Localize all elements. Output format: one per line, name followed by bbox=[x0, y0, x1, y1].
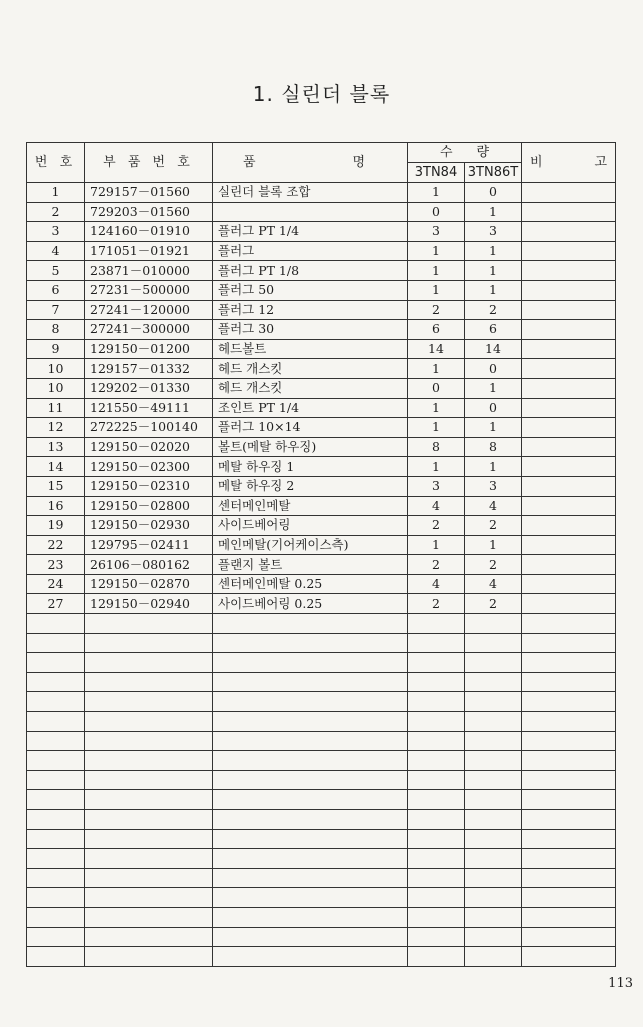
cell-remarks-empty bbox=[522, 751, 616, 771]
cell-qty-3tn86t: 2 bbox=[465, 594, 522, 614]
cell-remarks bbox=[522, 202, 616, 222]
cell-qty-3tn84: 1 bbox=[408, 418, 465, 438]
table-row bbox=[27, 222, 616, 242]
cell-remarks bbox=[522, 574, 616, 594]
cell-part-number: 129157－01332 bbox=[85, 359, 213, 379]
cell-qty-3tn84-empty bbox=[408, 712, 465, 732]
cell-qty-3tn84: 2 bbox=[408, 594, 465, 614]
cell-part-number-empty bbox=[85, 829, 213, 849]
cell-part-name: 볼트(메탈 하우징) bbox=[213, 437, 408, 457]
cell-number-empty bbox=[27, 790, 85, 810]
cell-qty-3tn86t: 0 bbox=[465, 359, 522, 379]
cell-qty-3tn86t-empty bbox=[465, 888, 522, 908]
cell-remarks bbox=[522, 398, 616, 418]
cell-qty-3tn86t: 0 bbox=[465, 183, 522, 203]
cell-remarks bbox=[522, 378, 616, 398]
cell-qty-3tn86t: 2 bbox=[465, 516, 522, 536]
cell-qty-3tn84: 2 bbox=[408, 300, 465, 320]
cell-part-name-empty bbox=[213, 712, 408, 732]
cell-part-number-empty bbox=[85, 868, 213, 888]
header-quantity-b: 량 bbox=[476, 144, 489, 160]
cell-qty-3tn84: 0 bbox=[408, 378, 465, 398]
cell-part-name-empty bbox=[213, 672, 408, 692]
empty-row bbox=[27, 692, 616, 712]
cell-part-number: 129150－02310 bbox=[85, 476, 213, 496]
header-quantity-a: 수 bbox=[440, 144, 453, 160]
cell-part-number-empty bbox=[85, 672, 213, 692]
cell-qty-3tn84: 0 bbox=[408, 202, 465, 222]
cell-number: 16 bbox=[27, 496, 85, 516]
cell-remarks-empty bbox=[522, 888, 616, 908]
cell-part-name-empty bbox=[213, 653, 408, 673]
cell-qty-3tn86t: 2 bbox=[465, 555, 522, 575]
cell-qty-3tn84-empty bbox=[408, 927, 465, 947]
cell-qty-3tn86t-empty bbox=[465, 810, 522, 830]
cell-part-name-empty bbox=[213, 888, 408, 908]
cell-number: 3 bbox=[27, 222, 85, 242]
table-row bbox=[27, 574, 616, 594]
cell-remarks bbox=[522, 339, 616, 359]
cell-qty-3tn86t: 1 bbox=[465, 280, 522, 300]
cell-part-number-empty bbox=[85, 790, 213, 810]
cell-number: 9 bbox=[27, 339, 85, 359]
cell-qty-3tn86t: 4 bbox=[465, 574, 522, 594]
empty-row bbox=[27, 633, 616, 653]
cell-number: 8 bbox=[27, 320, 85, 340]
cell-number: 12 bbox=[27, 418, 85, 438]
table-row bbox=[27, 398, 616, 418]
cell-number-empty bbox=[27, 770, 85, 790]
empty-row bbox=[27, 614, 616, 634]
cell-number-empty bbox=[27, 614, 85, 634]
cell-qty-3tn86t-empty bbox=[465, 868, 522, 888]
cell-qty-3tn86t-empty bbox=[465, 692, 522, 712]
cell-remarks-empty bbox=[522, 810, 616, 830]
cell-remarks bbox=[522, 300, 616, 320]
empty-row bbox=[27, 947, 616, 967]
cell-part-name-empty bbox=[213, 731, 408, 751]
cell-qty-3tn86t-empty bbox=[465, 927, 522, 947]
cell-number: 14 bbox=[27, 457, 85, 477]
cell-part-number: 129795－02411 bbox=[85, 535, 213, 555]
cell-part-name: 센터메인메탈 0.25 bbox=[213, 574, 408, 594]
cell-qty-3tn86t-empty bbox=[465, 731, 522, 751]
cell-part-name: 플러그 30 bbox=[213, 320, 408, 340]
cell-part-number: 129150－02930 bbox=[85, 516, 213, 536]
header-model-3tn86t: 3TN86T bbox=[465, 163, 522, 183]
cell-part-number: 124160－01910 bbox=[85, 222, 213, 242]
cell-part-name: 메탈 하우징 1 bbox=[213, 457, 408, 477]
cell-part-number-empty bbox=[85, 907, 213, 927]
page-title: 1. 실린더 블록 bbox=[252, 82, 391, 106]
cell-qty-3tn84: 1 bbox=[408, 457, 465, 477]
cell-part-name-empty bbox=[213, 849, 408, 869]
cell-number-empty bbox=[27, 888, 85, 908]
table-row bbox=[27, 320, 616, 340]
table-row bbox=[27, 535, 616, 555]
cell-part-name: 헤드볼트 bbox=[213, 339, 408, 359]
table-row bbox=[27, 280, 616, 300]
cell-remarks bbox=[522, 222, 616, 242]
cell-remarks bbox=[522, 359, 616, 379]
cell-qty-3tn84: 1 bbox=[408, 280, 465, 300]
cell-qty-3tn86t-empty bbox=[465, 907, 522, 927]
cell-part-number: 129202－01330 bbox=[85, 378, 213, 398]
empty-row bbox=[27, 829, 616, 849]
cell-part-number: 27231－500000 bbox=[85, 280, 213, 300]
parts-table-body bbox=[27, 183, 616, 967]
cell-number: 22 bbox=[27, 535, 85, 555]
cell-number-empty bbox=[27, 692, 85, 712]
cell-qty-3tn84: 1 bbox=[408, 359, 465, 379]
cell-number: 27 bbox=[27, 594, 85, 614]
cell-qty-3tn84: 1 bbox=[408, 535, 465, 555]
cell-qty-3tn84-empty bbox=[408, 868, 465, 888]
cell-part-name: 센터메인메탈 bbox=[213, 496, 408, 516]
cell-part-number-empty bbox=[85, 633, 213, 653]
cell-part-name: 실린더 블록 조합 bbox=[213, 183, 408, 203]
empty-row bbox=[27, 712, 616, 732]
cell-qty-3tn84-empty bbox=[408, 614, 465, 634]
cell-number: 13 bbox=[27, 437, 85, 457]
cell-part-number: 23871－010000 bbox=[85, 261, 213, 281]
table-row bbox=[27, 437, 616, 457]
cell-part-name-empty bbox=[213, 868, 408, 888]
cell-number: 10 bbox=[27, 359, 85, 379]
cell-number: 24 bbox=[27, 574, 85, 594]
cell-qty-3tn86t: 3 bbox=[465, 222, 522, 242]
cell-remarks-empty bbox=[522, 633, 616, 653]
cell-qty-3tn84-empty bbox=[408, 692, 465, 712]
cell-number-empty bbox=[27, 672, 85, 692]
cell-qty-3tn86t: 1 bbox=[465, 261, 522, 281]
cell-qty-3tn84-empty bbox=[408, 829, 465, 849]
cell-remarks bbox=[522, 280, 616, 300]
cell-number-empty bbox=[27, 947, 85, 967]
cell-part-name-empty bbox=[213, 770, 408, 790]
cell-qty-3tn84-empty bbox=[408, 888, 465, 908]
cell-part-name: 플랜지 볼트 bbox=[213, 555, 408, 575]
cell-qty-3tn86t: 6 bbox=[465, 320, 522, 340]
cell-remarks-empty bbox=[522, 672, 616, 692]
cell-qty-3tn84-empty bbox=[408, 790, 465, 810]
cell-remarks bbox=[522, 241, 616, 261]
cell-part-name-empty bbox=[213, 692, 408, 712]
table-row bbox=[27, 594, 616, 614]
cell-qty-3tn86t: 1 bbox=[465, 241, 522, 261]
table-row bbox=[27, 476, 616, 496]
table-row bbox=[27, 339, 616, 359]
cell-qty-3tn84: 6 bbox=[408, 320, 465, 340]
cell-qty-3tn86t-empty bbox=[465, 614, 522, 634]
cell-qty-3tn84-empty bbox=[408, 672, 465, 692]
cell-part-number-empty bbox=[85, 849, 213, 869]
cell-part-number-empty bbox=[85, 770, 213, 790]
cell-part-name: 플러그 PT 1/4 bbox=[213, 222, 408, 242]
page-number: 113 bbox=[608, 976, 633, 991]
cell-remarks bbox=[522, 476, 616, 496]
cell-qty-3tn84: 1 bbox=[408, 241, 465, 261]
cell-number-empty bbox=[27, 653, 85, 673]
cell-qty-3tn86t: 1 bbox=[465, 457, 522, 477]
cell-remarks-empty bbox=[522, 868, 616, 888]
cell-qty-3tn84: 8 bbox=[408, 437, 465, 457]
table-row bbox=[27, 496, 616, 516]
header-quantity bbox=[408, 143, 522, 163]
empty-row bbox=[27, 731, 616, 751]
cell-part-number: 729157－01560 bbox=[85, 183, 213, 203]
cell-part-name: 메인메탈(기어케이스측) bbox=[213, 535, 408, 555]
header-part-number: 부 품 번 호 bbox=[85, 143, 213, 183]
table-row bbox=[27, 183, 616, 203]
cell-remarks bbox=[522, 594, 616, 614]
cell-number: 15 bbox=[27, 476, 85, 496]
cell-remarks-empty bbox=[522, 614, 616, 634]
cell-remarks bbox=[522, 555, 616, 575]
cell-number: 5 bbox=[27, 261, 85, 281]
cell-qty-3tn86t-empty bbox=[465, 849, 522, 869]
cell-qty-3tn86t-empty bbox=[465, 653, 522, 673]
cell-remarks-empty bbox=[522, 907, 616, 927]
table-row bbox=[27, 202, 616, 222]
empty-row bbox=[27, 888, 616, 908]
table-row bbox=[27, 378, 616, 398]
cell-number-empty bbox=[27, 868, 85, 888]
cell-qty-3tn86t-empty bbox=[465, 790, 522, 810]
empty-row bbox=[27, 770, 616, 790]
empty-row bbox=[27, 849, 616, 869]
cell-number: 1 bbox=[27, 183, 85, 203]
cell-part-number: 129150－02020 bbox=[85, 437, 213, 457]
cell-qty-3tn86t-empty bbox=[465, 633, 522, 653]
cell-remarks bbox=[522, 183, 616, 203]
cell-part-number-empty bbox=[85, 947, 213, 967]
cell-part-name: 플러그 bbox=[213, 241, 408, 261]
cell-qty-3tn86t: 1 bbox=[465, 418, 522, 438]
empty-row bbox=[27, 907, 616, 927]
cell-part-number: 129150－01200 bbox=[85, 339, 213, 359]
cell-qty-3tn86t-empty bbox=[465, 947, 522, 967]
cell-qty-3tn86t-empty bbox=[465, 712, 522, 732]
cell-qty-3tn86t-empty bbox=[465, 770, 522, 790]
cell-qty-3tn86t: 1 bbox=[465, 202, 522, 222]
cell-remarks-empty bbox=[522, 849, 616, 869]
cell-part-name: 헤드 개스킷 bbox=[213, 359, 408, 379]
cell-number: 11 bbox=[27, 398, 85, 418]
table-row bbox=[27, 418, 616, 438]
table-row bbox=[27, 261, 616, 281]
cell-qty-3tn86t-empty bbox=[465, 672, 522, 692]
cell-part-name-empty bbox=[213, 614, 408, 634]
cell-part-number: 272225－100140 bbox=[85, 418, 213, 438]
cell-part-number: 26106－080162 bbox=[85, 555, 213, 575]
cell-part-number-empty bbox=[85, 614, 213, 634]
cell-remarks-empty bbox=[522, 770, 616, 790]
cell-part-name-empty bbox=[213, 947, 408, 967]
cell-qty-3tn84: 1 bbox=[408, 261, 465, 281]
header-remarks bbox=[522, 143, 616, 183]
table-row bbox=[27, 300, 616, 320]
empty-row bbox=[27, 868, 616, 888]
cell-qty-3tn84-empty bbox=[408, 633, 465, 653]
cell-part-number-empty bbox=[85, 731, 213, 751]
cell-qty-3tn86t: 8 bbox=[465, 437, 522, 457]
cell-part-number: 121550－49111 bbox=[85, 398, 213, 418]
cell-number-empty bbox=[27, 751, 85, 771]
cell-remarks-empty bbox=[522, 731, 616, 751]
cell-part-name: 플러그 PT 1/8 bbox=[213, 261, 408, 281]
empty-row bbox=[27, 672, 616, 692]
cell-number: 23 bbox=[27, 555, 85, 575]
cell-qty-3tn86t: 0 bbox=[465, 398, 522, 418]
cell-part-name bbox=[213, 202, 408, 222]
header-model-3tn84: 3TN84 bbox=[408, 163, 465, 183]
cell-qty-3tn84: 3 bbox=[408, 476, 465, 496]
cell-qty-3tn84-empty bbox=[408, 810, 465, 830]
cell-remarks bbox=[522, 535, 616, 555]
cell-part-number-empty bbox=[85, 692, 213, 712]
cell-qty-3tn84: 4 bbox=[408, 574, 465, 594]
cell-remarks bbox=[522, 261, 616, 281]
cell-qty-3tn84-empty bbox=[408, 849, 465, 869]
cell-part-number: 129150－02870 bbox=[85, 574, 213, 594]
cell-remarks bbox=[522, 496, 616, 516]
table-row bbox=[27, 241, 616, 261]
cell-part-number: 171051－01921 bbox=[85, 241, 213, 261]
cell-qty-3tn84: 1 bbox=[408, 398, 465, 418]
cell-qty-3tn86t: 1 bbox=[465, 535, 522, 555]
cell-part-name: 사이드베어링 bbox=[213, 516, 408, 536]
cell-remarks-empty bbox=[522, 692, 616, 712]
cell-remarks bbox=[522, 320, 616, 340]
cell-part-number: 129150－02940 bbox=[85, 594, 213, 614]
cell-remarks-empty bbox=[522, 927, 616, 947]
cell-part-number: 129150－02300 bbox=[85, 457, 213, 477]
table-row bbox=[27, 457, 616, 477]
cell-qty-3tn84: 14 bbox=[408, 339, 465, 359]
cell-number: 19 bbox=[27, 516, 85, 536]
cell-remarks-empty bbox=[522, 947, 616, 967]
cell-number-empty bbox=[27, 712, 85, 732]
cell-remarks bbox=[522, 437, 616, 457]
parts-table bbox=[26, 142, 616, 967]
cell-part-name: 메탈 하우징 2 bbox=[213, 476, 408, 496]
cell-part-name-empty bbox=[213, 633, 408, 653]
cell-qty-3tn84-empty bbox=[408, 653, 465, 673]
cell-number-empty bbox=[27, 849, 85, 869]
header-part-name-b: 명 bbox=[352, 154, 365, 170]
cell-part-name-empty bbox=[213, 829, 408, 849]
cell-part-name: 사이드베어링 0.25 bbox=[213, 594, 408, 614]
cell-qty-3tn86t: 14 bbox=[465, 339, 522, 359]
empty-row bbox=[27, 810, 616, 830]
cell-qty-3tn84-empty bbox=[408, 907, 465, 927]
cell-qty-3tn84-empty bbox=[408, 731, 465, 751]
header-part-name bbox=[213, 143, 408, 183]
empty-row bbox=[27, 790, 616, 810]
cell-qty-3tn84-empty bbox=[408, 751, 465, 771]
cell-part-name-empty bbox=[213, 810, 408, 830]
cell-part-number: 129150－02800 bbox=[85, 496, 213, 516]
header-part-name-a: 품 bbox=[243, 154, 256, 170]
cell-remarks-empty bbox=[522, 712, 616, 732]
cell-qty-3tn84: 2 bbox=[408, 516, 465, 536]
cell-part-name: 플러그 50 bbox=[213, 280, 408, 300]
cell-remarks bbox=[522, 516, 616, 536]
cell-qty-3tn86t-empty bbox=[465, 829, 522, 849]
header-number: 번 호 bbox=[27, 143, 85, 183]
cell-remarks-empty bbox=[522, 653, 616, 673]
table-row bbox=[27, 555, 616, 575]
cell-part-number-empty bbox=[85, 888, 213, 908]
cell-qty-3tn86t: 2 bbox=[465, 300, 522, 320]
cell-qty-3tn84-empty bbox=[408, 947, 465, 967]
cell-number: 2 bbox=[27, 202, 85, 222]
cell-part-number: 27241－300000 bbox=[85, 320, 213, 340]
cell-part-name: 플러그 10×14 bbox=[213, 418, 408, 438]
cell-number: 6 bbox=[27, 280, 85, 300]
cell-qty-3tn86t: 4 bbox=[465, 496, 522, 516]
cell-remarks-empty bbox=[522, 790, 616, 810]
cell-qty-3tn84: 1 bbox=[408, 183, 465, 203]
cell-part-number-empty bbox=[85, 927, 213, 947]
header-remarks-b: 고 bbox=[594, 154, 607, 170]
header-remarks-a: 비 bbox=[530, 154, 543, 170]
cell-part-number-empty bbox=[85, 810, 213, 830]
cell-number-empty bbox=[27, 633, 85, 653]
cell-number: 4 bbox=[27, 241, 85, 261]
cell-part-name-empty bbox=[213, 927, 408, 947]
cell-qty-3tn84: 3 bbox=[408, 222, 465, 242]
cell-number-empty bbox=[27, 731, 85, 751]
cell-part-number-empty bbox=[85, 712, 213, 732]
cell-part-name-empty bbox=[213, 751, 408, 771]
empty-row bbox=[27, 751, 616, 771]
cell-qty-3tn86t-empty bbox=[465, 751, 522, 771]
cell-part-number-empty bbox=[85, 653, 213, 673]
cell-number-empty bbox=[27, 927, 85, 947]
cell-qty-3tn86t: 3 bbox=[465, 476, 522, 496]
cell-remarks bbox=[522, 418, 616, 438]
cell-part-number: 729203－01560 bbox=[85, 202, 213, 222]
cell-number: 7 bbox=[27, 300, 85, 320]
empty-row bbox=[27, 927, 616, 947]
cell-qty-3tn84: 4 bbox=[408, 496, 465, 516]
cell-part-name: 플러그 12 bbox=[213, 300, 408, 320]
cell-part-name-empty bbox=[213, 907, 408, 927]
cell-qty-3tn86t: 1 bbox=[465, 378, 522, 398]
cell-part-number: 27241－120000 bbox=[85, 300, 213, 320]
cell-qty-3tn84-empty bbox=[408, 770, 465, 790]
cell-part-name: 조인트 PT 1/4 bbox=[213, 398, 408, 418]
cell-remarks bbox=[522, 457, 616, 477]
cell-number: 10 bbox=[27, 378, 85, 398]
table-row bbox=[27, 516, 616, 536]
table-row bbox=[27, 359, 616, 379]
cell-remarks-empty bbox=[522, 829, 616, 849]
cell-part-name: 헤드 개스킷 bbox=[213, 378, 408, 398]
cell-number-empty bbox=[27, 907, 85, 927]
cell-number-empty bbox=[27, 829, 85, 849]
cell-number-empty bbox=[27, 810, 85, 830]
cell-qty-3tn84: 2 bbox=[408, 555, 465, 575]
cell-part-name-empty bbox=[213, 790, 408, 810]
cell-part-number-empty bbox=[85, 751, 213, 771]
empty-row bbox=[27, 653, 616, 673]
